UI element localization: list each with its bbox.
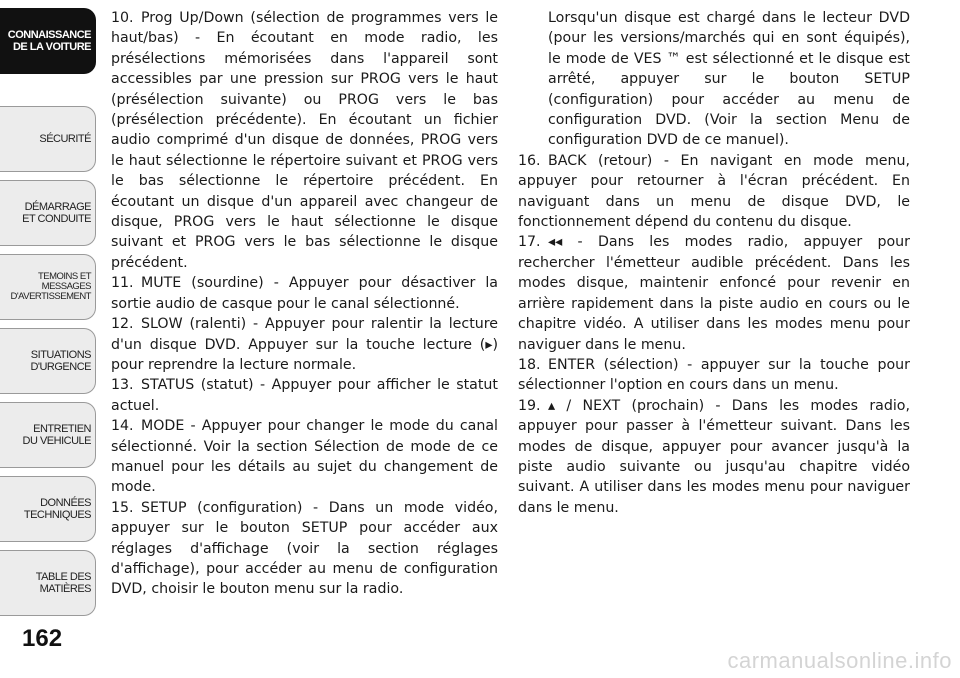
item-number: 12. <box>111 316 134 333</box>
item-text: MUTE (sourdine) - Appuyer pour désactiver la sortie audio de casque pour le canal sélectionné. <box>111 275 498 312</box>
item-number: 15. <box>111 499 134 516</box>
item-number: 18. <box>518 356 541 373</box>
item-text: SETUP (configuration) - Dans un mode vidéo, appuyer sur le bouton SETUP pour accéder aux réglages d'affichage (voir la section réglages d'affichage), pour accéder au menu de configuration DVD, choisir le bouton menu sur la radio. <box>111 499 498 598</box>
tab-demarrage-et-conduite[interactable]: DÉMARRAGE ET CONDUITE <box>0 180 96 246</box>
tab-entretien-du-vehicule[interactable]: ENTRETIEN DU VEHICULE <box>0 402 96 468</box>
item-text: BACK (retour) - En navigant en mode menu, appuyer pour retourner à l'écran précédent. En naviguant dans un menu de disque DVD, le fonctionnement dépend du contenu du disque. <box>518 152 910 231</box>
watermark: carmanualsonline.info <box>727 648 952 673</box>
item-text: ▴ / NEXT (prochain) - Dans les modes radio, appuyer pour passer à l'émetteur suivant. Dans les modes de disque, appuyer pour avancer jusqu'à la piste audio suivante ou jusqu'au chapitre vidéo suivant. A utiliser dans les modes menu pour naviguer dans le menu. <box>518 397 910 516</box>
item-number: 13. <box>111 377 134 394</box>
list-item <box>111 498 498 600</box>
chapter-sidebar <box>0 0 98 678</box>
item-number: 11. <box>111 275 134 292</box>
right-column <box>518 8 910 518</box>
tab-situations-d-urgence[interactable]: SITUATIONS D'URGENCE <box>0 328 96 394</box>
item-text: SLOW (ralenti) - Appuyer pour ralentir la lecture d'un disque DVD. Appuyer sur la touche lecture (▸) pour reprendre la lecture normale. <box>111 316 498 373</box>
list-item <box>111 416 498 498</box>
item-text: MODE - Appuyer pour changer le mode du canal sélectionné. Voir la section Sélection de mode de ce manuel pour les détails au sujet du changement de mode. <box>111 418 498 496</box>
tab-donnees-techniques[interactable]: DONNÉES TECHNIQUES <box>0 476 96 542</box>
item-number: 19. <box>518 397 541 414</box>
page-number: 162 <box>22 625 63 652</box>
tab-connaissance-de-la-voiture[interactable]: CONNAISSANCE DE LA VOITURE <box>0 8 96 74</box>
left-column <box>111 8 498 600</box>
tab-securite[interactable]: SÉCURITÉ <box>0 106 96 172</box>
list-item <box>518 232 910 354</box>
item-number: 17. <box>518 234 541 251</box>
item-text: Prog Up/Down (sélection de programmes vers le haut/bas) - En écoutant en mode radio, les présélections mémorisées dans l'appareil sont accessibles par une pression sur PROG vers le haut (présélection suivante) ou PROG vers le bas (présélection précédente). En écoutant un fichier audio comprimé d'un disque de données, PROG vers le haut sélectionne le répertoire suivant et PROG vers le bas sélectionne le répertoire précédent. En écoutant un disque d'un appareil avec changeur de disque, PROG vers le haut sélectionne le disque suivant et PROG vers le bas sélectionne le disque précédent. <box>111 10 498 271</box>
item-number: 16. <box>518 152 541 169</box>
list-item <box>111 314 498 375</box>
list-item <box>111 273 498 314</box>
item-number: 14. <box>111 418 134 435</box>
item-text: ◂◂ - Dans les modes radio, appuyer pour rechercher l'émetteur audible précédent. Dans les modes disque, maintenir enfoncé pour revenir en arrière rapidement dans la piste audio en cours ou le chapitre vidéo. A utiliser dans les modes menu pour naviguer dans le menu. <box>518 234 910 353</box>
item-text: STATUS (statut) - Appuyer pour afficher le statut actuel. <box>111 377 498 414</box>
continuation-paragraph: Lorsqu'un disque est chargé dans le lecteur DVD (pour les versions/marchés qui en sont équipés), le mode de VES ™ est sélectionné et le disque est arrêté, appuyer sur le bouton SETUP (configuration) pour accéder au menu de configuration DVD. (Voir la section Menu de configuration DVD de ce manuel). <box>548 10 910 149</box>
tab-table-des-matieres[interactable]: TABLE DES MATIÈRES <box>0 550 96 616</box>
item-text: ENTER (sélection) - appuyer sur la touche pour sélectionner l'option en cours dans un menu. <box>518 356 910 394</box>
list-item <box>111 8 498 273</box>
list-item <box>111 375 498 416</box>
list-item <box>518 355 910 396</box>
list-item <box>518 151 910 233</box>
tab-temoins-et-messages[interactable]: TEMOINS ET MESSAGES D'AVERTISSEMENT <box>0 254 96 320</box>
list-item <box>518 396 910 518</box>
item-number: 10. <box>111 10 134 26</box>
